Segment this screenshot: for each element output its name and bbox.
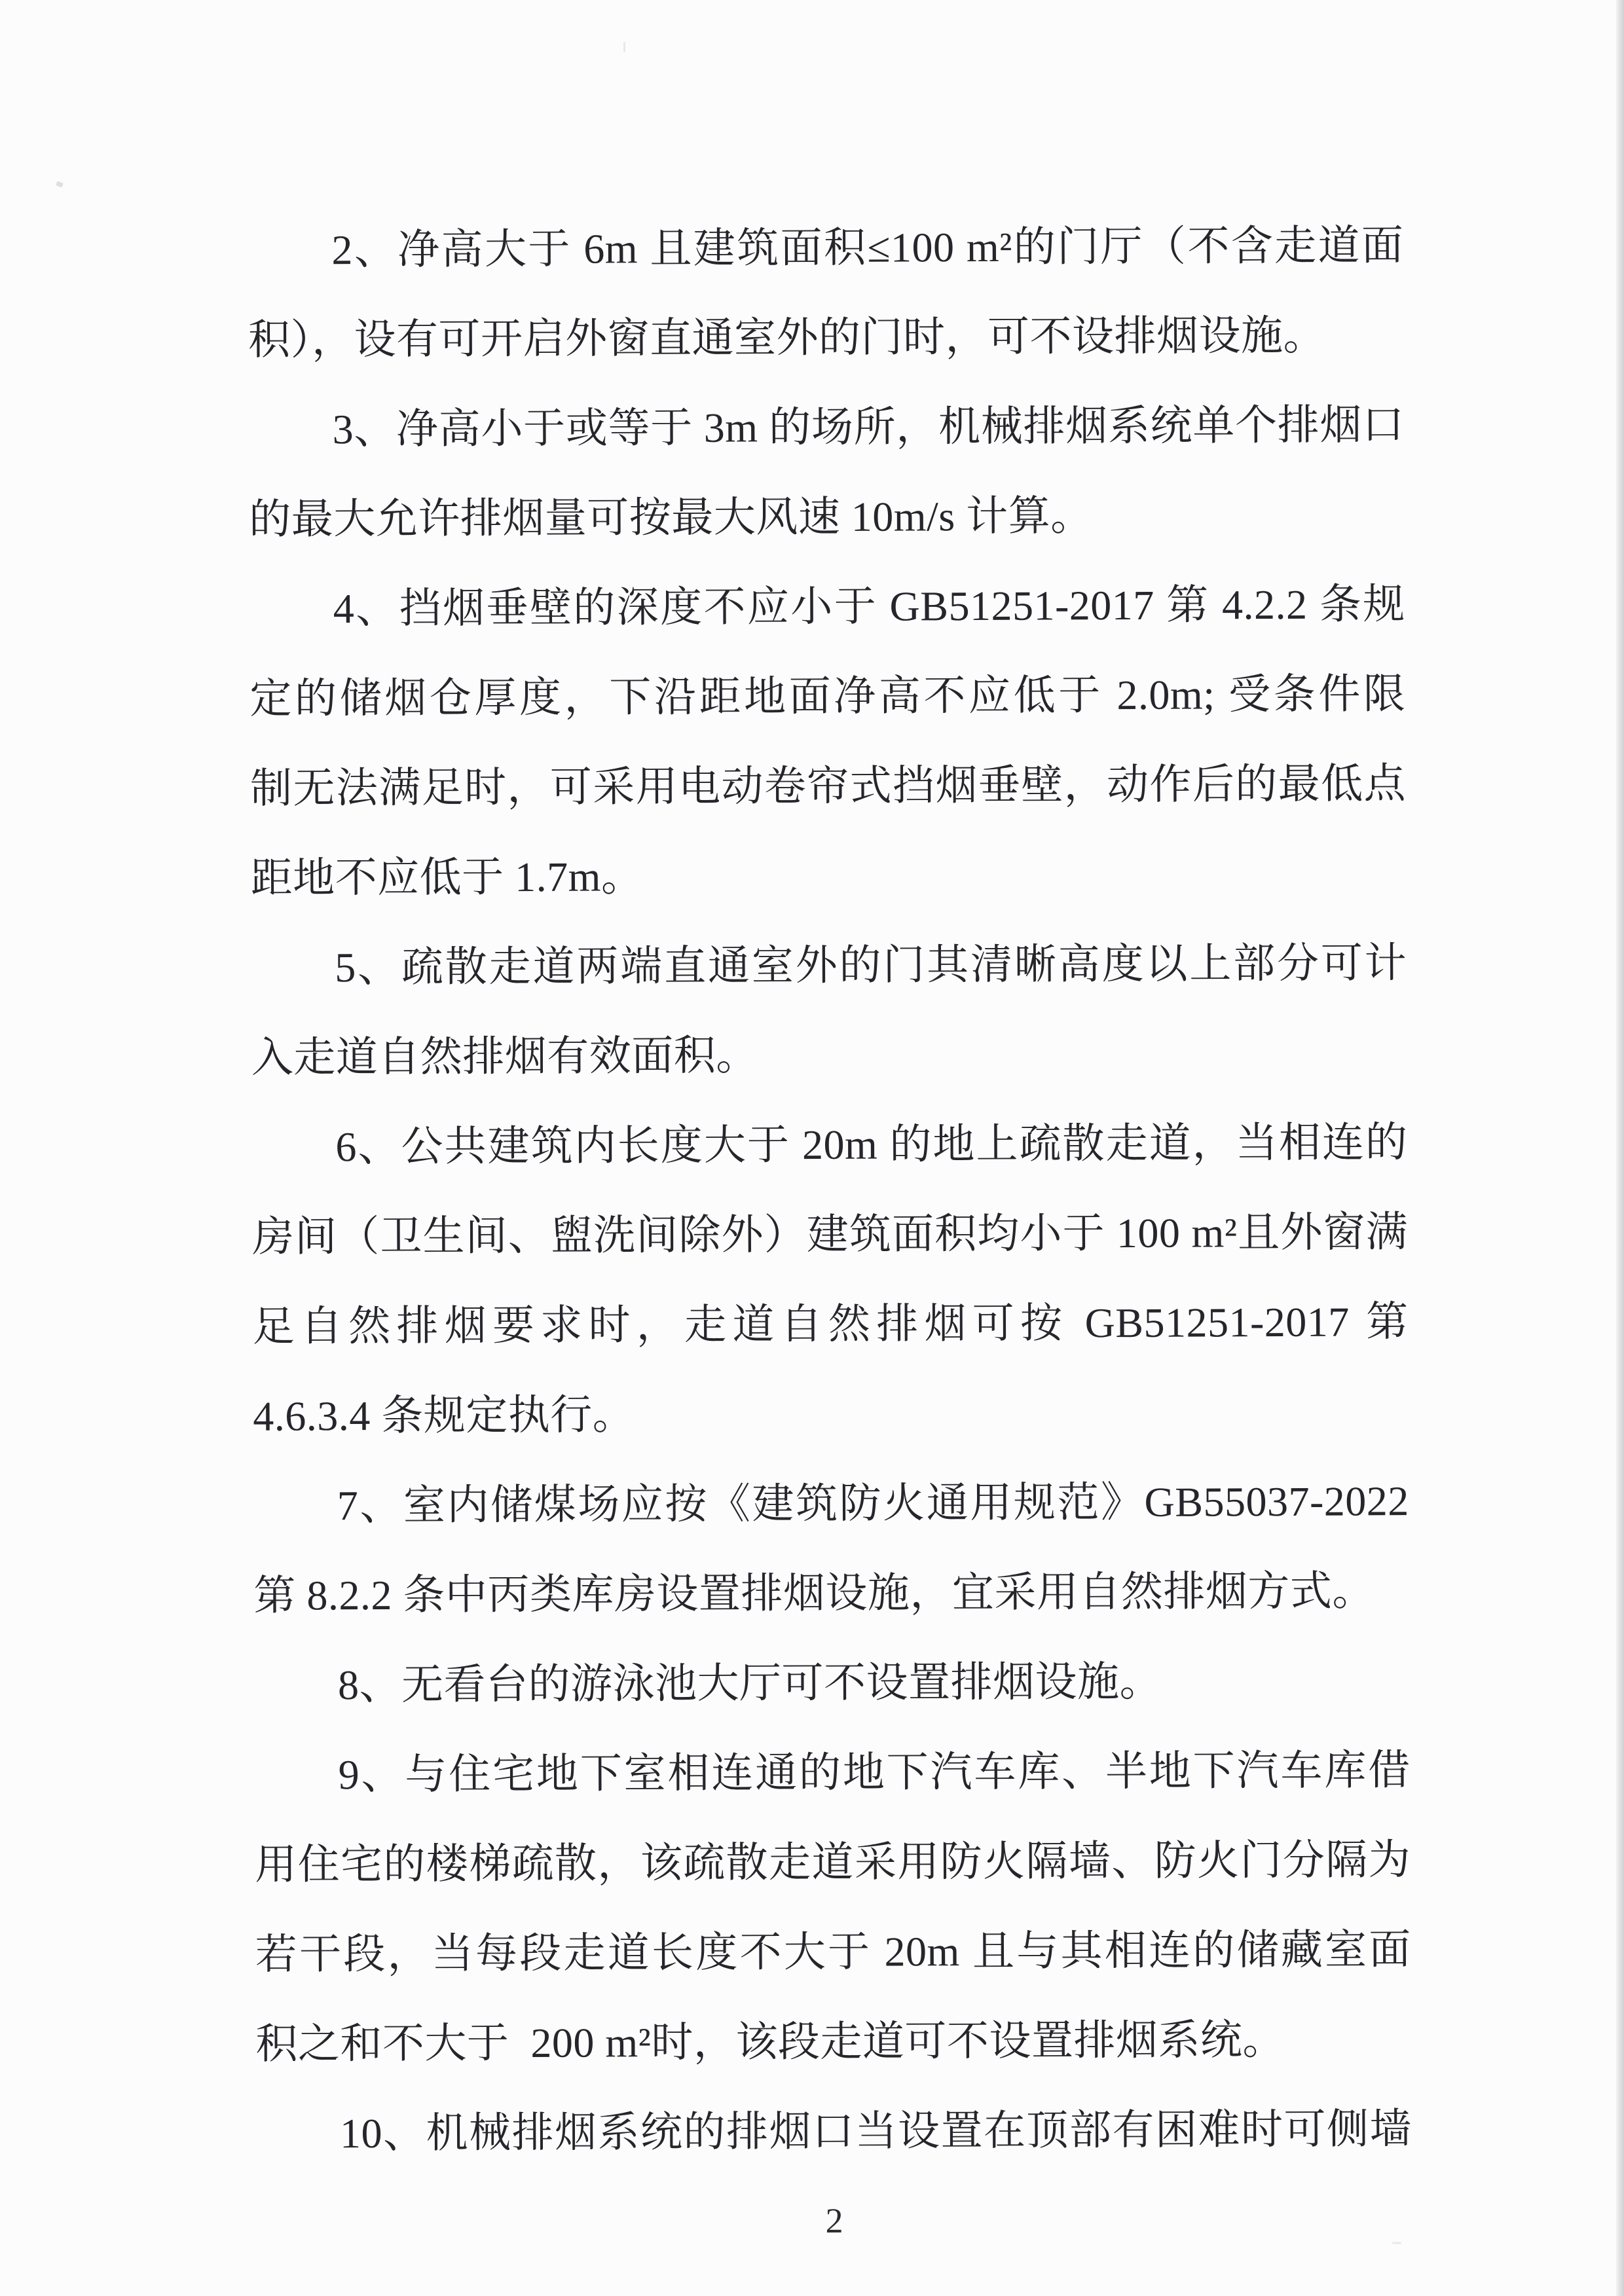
clause-4 bbox=[249, 559, 1407, 923]
document-body bbox=[248, 200, 1412, 2263]
clause-7 bbox=[253, 1456, 1410, 1641]
page-number: 2 bbox=[825, 2200, 843, 2241]
clause-5 bbox=[251, 918, 1407, 1102]
clause-10 bbox=[256, 2084, 1412, 2179]
text-line: 制无法满足时，可采用电动卷帘式挡烟垂壁，动作后的最低点 bbox=[249, 760, 1407, 812]
text-line: 6、公共建筑内长度大于 20m 的地上疏散走道，当相连的 bbox=[335, 1119, 1408, 1171]
text-line: 5、疏散走道两端直通室外的门其清晰高度以上部分可计 bbox=[335, 939, 1407, 991]
page-footer bbox=[256, 2179, 1412, 2263]
text-line: 9、与住宅地下室相连通的地下汽车库、半地下汽车库借 bbox=[338, 1747, 1411, 1798]
scan-artifact bbox=[56, 181, 64, 188]
text-line: 4.6.3.4 条规定执行。 bbox=[253, 1391, 635, 1440]
text-line: 第 8.2.2 条中丙类库房设置排烟设施，宜采用自然排烟方式。 bbox=[253, 1567, 1375, 1619]
text-line: 3、净高小于或等于 3m 的场所，机械排烟系统单个排烟口 bbox=[332, 401, 1405, 453]
text-line: 距地不应低于 1.7m。 bbox=[250, 853, 644, 902]
text-line: 房间（卫生间、盥洗间除外）建筑面积均小于 100 m²且外窗满 bbox=[251, 1209, 1409, 1260]
text-line: 的最大允许排烟量可按最大风速 10m/s 计算。 bbox=[249, 492, 1093, 543]
text-line: 10、机械排烟系统的排烟口当设置在顶部有困难时可侧墙 bbox=[339, 2105, 1412, 2157]
clause-3 bbox=[248, 380, 1405, 564]
text-line: 2、净高大于 6m 且建筑面积≤100 m²的门厅（不含走道面 bbox=[331, 222, 1404, 274]
text-line: 4、挡烟垂壁的深度不应小于 GB51251-2017 第 4.2.2 条规 bbox=[333, 581, 1405, 632]
clause-2 bbox=[248, 200, 1404, 385]
text-line: 8、无看台的游泳池大厅可不设置排烟设施。 bbox=[337, 1658, 1162, 1709]
clause-8 bbox=[254, 1635, 1411, 1730]
scan-page-edge bbox=[1616, 0, 1624, 2296]
clause-6 bbox=[251, 1097, 1409, 1461]
text-line: 若干段，当每段走道长度不大于 20m 且与其相连的储藏室面 bbox=[255, 1926, 1411, 1978]
clause-9 bbox=[254, 1725, 1411, 2089]
text-line: 用住宅的楼梯疏散，该疏散走道采用防火隔墙、防火门分隔为 bbox=[255, 1836, 1411, 1888]
text-line: 定的储烟仓厚度，下沿距地面净高不应低于 2.0m; 受条件限 bbox=[249, 670, 1406, 722]
text-line: 积之和不大于 200 m²时，该段走道可不设置排烟系统。 bbox=[255, 2016, 1285, 2068]
text-line: 入走道自然排烟有效面积。 bbox=[251, 1032, 758, 1081]
text-line: 7、室内储煤场应按《建筑防火通用规范》GB55037-2022 bbox=[337, 1478, 1409, 1529]
scan-artifact bbox=[1392, 2242, 1401, 2244]
text-line: 足自然排烟要求时，走道自然排烟可按 GB51251-2017 第 bbox=[252, 1298, 1409, 1350]
text-line: 积），设有可开启外窗直通室外的门时，可不设排烟设施。 bbox=[248, 312, 1326, 363]
scan-artifact bbox=[623, 42, 625, 52]
